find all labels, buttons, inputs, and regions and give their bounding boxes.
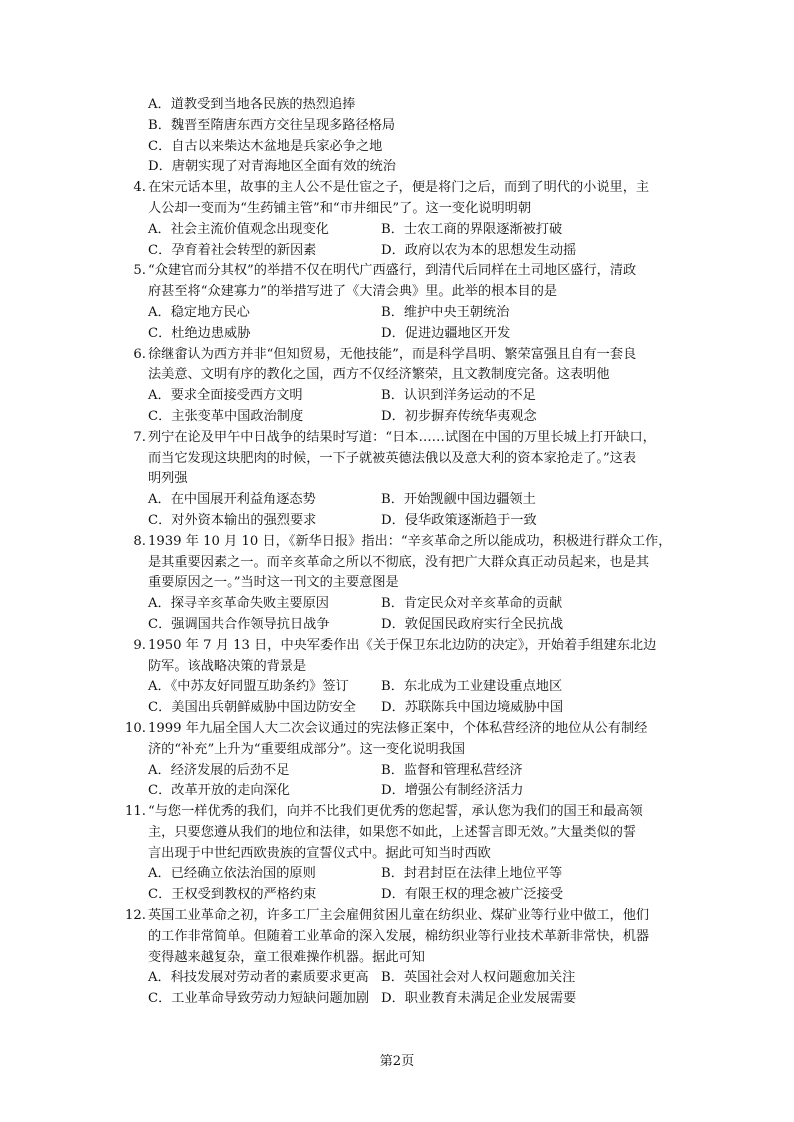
option-line: D．唐朝实现了对青海地区全面有效的统治 bbox=[148, 159, 396, 175]
question-text-line: 重要原因之一。”当时这一刊文的主要意图是 bbox=[148, 575, 399, 591]
question-block bbox=[122, 802, 670, 906]
option-line: C．王权受到教权的严格约束 bbox=[148, 887, 317, 903]
option-line: C．美国出兵朝鲜威胁中国边防安全 bbox=[148, 700, 356, 716]
question-text-line: 1939 年 10 月 10 日，《新华日报》指出：“辛亥革命之所以能成功，积极进行群众工作， bbox=[148, 533, 672, 549]
option-line: C．杜绝边患威胁 bbox=[148, 325, 251, 341]
page-number: 第2页 bbox=[379, 1054, 415, 1069]
option-line: D．敦促国民政府实行全民抗战 bbox=[381, 616, 564, 632]
question-block bbox=[122, 532, 670, 636]
question-text-line: 主，只要您遵从我们的地位和法律，如果您不如此，上述誓言即无效。”大量类似的誓 bbox=[148, 824, 637, 840]
option-line: C．自古以来柴达木盆地是兵家必争之地 bbox=[148, 138, 383, 154]
option-row bbox=[122, 864, 670, 885]
option-line: B．开始觊觎中国边疆领土 bbox=[381, 492, 536, 508]
question-number: 11. bbox=[125, 804, 146, 820]
option-row bbox=[122, 781, 670, 802]
question-text-line: 的工作非常简单。但随着工业革命的深入发展，棉纺织业等行业技术革新非常快，机器 bbox=[148, 928, 650, 944]
option-line: A．经济发展的后劲不足 bbox=[148, 762, 290, 778]
option-line: D．侵华政策逐渐趋于一致 bbox=[381, 512, 537, 528]
option-line: B．监督和管理私营经济 bbox=[381, 762, 523, 778]
question-block bbox=[122, 428, 670, 532]
option-line: A．道教受到当地各民族的热烈追捧 bbox=[148, 97, 356, 112]
option-row bbox=[122, 968, 670, 989]
option-line: C．主张变革中国政治制度 bbox=[148, 408, 304, 424]
option-line: D．政府以农为本的思想发生动摇 bbox=[381, 242, 577, 258]
option-line: D．职业教育未满足企业发展需要 bbox=[381, 991, 577, 1007]
question-number: 10. bbox=[125, 720, 146, 736]
option-line: B．魏晋至隋唐东西方交往呈现多路径格局 bbox=[148, 117, 396, 133]
option-line: C．改革开放的走向深化 bbox=[148, 783, 290, 799]
question-block bbox=[122, 178, 670, 261]
option-line: A．已经确立依法治国的原则 bbox=[148, 866, 316, 882]
question-list bbox=[122, 95, 670, 1010]
question-text-line: 英国工业革命之初，许多工厂主会雇佣贫困儿童在纺织业、煤矿业等行业中做工，他们 bbox=[148, 908, 650, 924]
option-row bbox=[122, 386, 670, 407]
question-block bbox=[122, 636, 670, 719]
question-text-line: 列宁在论及甲午中日战争的结果时写道：“日本……试图在中国的万里长城上打开缺口， bbox=[148, 429, 656, 445]
option-line: D．苏联陈兵中国边境威胁中国 bbox=[381, 700, 564, 716]
question-3-options bbox=[122, 95, 670, 178]
option-row bbox=[122, 677, 670, 698]
question-text-line: “众建官而分其权”的举措不仅在明代广西盛行，到清代后同样在土司地区盛行，清政 bbox=[148, 263, 637, 279]
option-row bbox=[122, 220, 670, 241]
option-line: B．认识到洋务运动的不足 bbox=[381, 388, 536, 404]
option-line: B．东北成为工业建设重点地区 bbox=[381, 679, 563, 695]
corner-dot bbox=[595, 30, 598, 33]
option-line: A．社会主流价值观念出现变化 bbox=[148, 221, 329, 237]
option-row bbox=[122, 324, 670, 345]
question-text-line: 是其重要因素之一。而辛亥革命之所以不彻底，没有把广大群众真正动员起来，也是其 bbox=[148, 554, 650, 570]
question-number: 7. bbox=[133, 429, 146, 445]
question-text-line: 1999 年九届全国人大二次会议通过的宪法修正案中，个体私营经济的地位从公有制经 bbox=[148, 720, 648, 736]
option-line: C．强调国共合作领导抗日战争 bbox=[148, 616, 330, 632]
option-line: B．士农工商的界限逐渐被打破 bbox=[381, 221, 563, 237]
question-text-line: 济的“补充”上升为“重要组成部分”。这一变化说明我国 bbox=[148, 741, 466, 757]
question-block bbox=[122, 719, 670, 802]
question-text-line: 而当它发现这块肥肉的时候，一下子就被英德法俄以及意大利的资本家抢走了。”这表 bbox=[148, 450, 637, 466]
option-row bbox=[122, 490, 670, 511]
option-row bbox=[122, 761, 670, 782]
question-text-line: 防军。该战略决策的背景是 bbox=[148, 658, 307, 674]
question-number: 4. bbox=[133, 180, 146, 196]
option-row bbox=[122, 885, 670, 906]
option-line: C．对外资本输出的强烈要求 bbox=[148, 512, 317, 528]
option-row bbox=[122, 241, 670, 262]
option-row bbox=[122, 989, 670, 1010]
option-line: C．孕育着社会转型的新因素 bbox=[148, 242, 317, 258]
option-line: A．要求全面接受西方文明 bbox=[148, 388, 303, 404]
option-line: C．工业革命导致劳动力短缺问题加剧 bbox=[148, 991, 370, 1007]
question-text-line: 言出现于中世纪西欧贵族的宣誓仪式中。据此可知当时西欧 bbox=[148, 845, 491, 861]
option-line: D．促进边疆地区开发 bbox=[381, 325, 511, 341]
option-row bbox=[122, 303, 670, 324]
question-text-line: 在宋元话本里，故事的主人公不是仕宦之子，便是将门之后，而到了明代的小说里，主 bbox=[148, 180, 650, 196]
option-row bbox=[122, 407, 670, 428]
option-line: B．英国社会对人权问题愈加关注 bbox=[381, 970, 576, 986]
question-text-line: “与您一样优秀的我们，向并不比我们更优秀的您起誓，承认您为我们的国王和最高领 bbox=[148, 804, 643, 820]
question-number: 8. bbox=[133, 533, 146, 549]
option-line: B．肯定民众对辛亥革命的贡献 bbox=[381, 596, 563, 612]
option-line: A．稳定地方民心 bbox=[148, 304, 250, 320]
question-text-line: 1950 年 7 月 13 日，中央军委作出《关于保卫东北边防的决定》，开始着手组建东北边 bbox=[148, 637, 657, 653]
question-text-line: 变得越来越复杂，童工很难操作机器。据此可知 bbox=[148, 949, 425, 965]
question-number: 12. bbox=[125, 908, 146, 924]
question-text-line: 人公却一变而为“生药铺主管”和“市井细民”了。这一变化说明明朝 bbox=[148, 200, 532, 216]
option-line: A．科技发展对劳动者的素质要求更高 bbox=[148, 970, 369, 986]
question-number: 9. bbox=[133, 637, 146, 653]
option-line: D．有限王权的理念被广泛接受 bbox=[381, 887, 564, 903]
question-block bbox=[122, 345, 670, 428]
question-number: 5. bbox=[133, 263, 146, 279]
option-line: A．探寻辛亥革命失败主要原因 bbox=[148, 596, 329, 612]
question-text-line: 法美意、文明有序的教化之国，西方不仅经济繁荣，且文教制度完备。这表明他 bbox=[148, 367, 610, 383]
question-text-line: 明列强 bbox=[148, 471, 188, 487]
option-row bbox=[122, 594, 670, 615]
question-block bbox=[122, 261, 670, 344]
option-line: D．初步摒弃传统华夷观念 bbox=[381, 408, 537, 424]
question-text-line: 徐继畬认为西方并非“但知贸易，无他技能”，而是科学昌明、繁荣富强且自有一套良 bbox=[148, 346, 637, 362]
option-line: A．在中国展开利益角逐态势 bbox=[148, 492, 316, 508]
option-line: B．维护中央王朝统治 bbox=[381, 304, 510, 320]
question-text-line: 府甚至将“众建寡力”的举措写进了《大清会典》里。此举的根本目的是 bbox=[148, 284, 558, 300]
question-block bbox=[122, 906, 670, 1010]
option-line: D．增强公有制经济活力 bbox=[381, 783, 524, 799]
option-row bbox=[122, 698, 670, 719]
option-line: A．《中苏友好同盟互助条约》签订 bbox=[148, 679, 349, 695]
option-row bbox=[122, 511, 670, 532]
option-row bbox=[122, 615, 670, 636]
question-number: 6. bbox=[133, 346, 146, 362]
option-line: B．封君封臣在法律上地位平等 bbox=[381, 866, 563, 882]
